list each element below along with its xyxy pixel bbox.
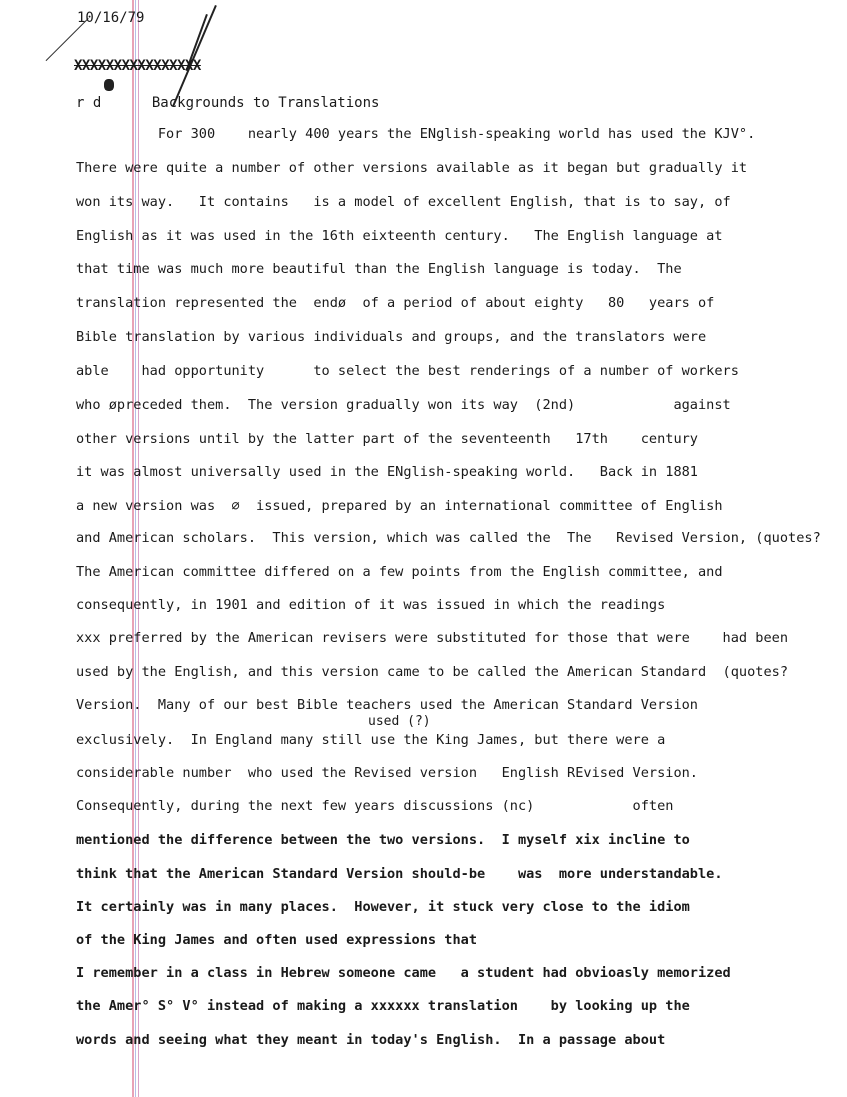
document-date: 10/16/79 (77, 10, 145, 26)
text-line-6: translation represented the endø of a period of about eighty 80 years of (76, 295, 715, 311)
text-line-9: who øpreceded them. The version gradually won its way (2nd) against (76, 397, 731, 413)
text-line-12: a new version was ∅ issued, prepared by an international committee of English (76, 498, 723, 514)
text-line-20: considerable number who used the Revised version English REvised Version. (76, 765, 698, 781)
text-line-13: and American scholars. This version, which was called the The Revised Version, (quotes? (76, 530, 821, 546)
text-line-19: exclusively. In England many still use the King James, but there were a (76, 732, 666, 748)
text-line-17: used by the English, and this version came to be called the American Standard (quotes? (76, 664, 789, 680)
ink-blot (104, 79, 114, 91)
text-line-16: xxx preferred by the American revisers were substituted for those that were had been (76, 630, 789, 646)
text-line-2: There were quite a number of other versions available as it began but gradually it (76, 160, 748, 176)
text-line-14: The American committee differed on a few points from the English committee, and (76, 564, 723, 580)
text-line-8: able had opportunity to select the best renderings of a number of workers (76, 363, 739, 379)
pen-mark-slash (172, 5, 217, 107)
text-line-15: consequently, in 1901 and edition of it was issued in which the readings (76, 597, 666, 613)
text-line-18: Version. Many of our best Bible teachers used the American Standard Version (76, 697, 698, 713)
text-line-10: other versions until by the latter part of the seventeenth 17th century (76, 431, 698, 447)
text-line-5: that time was much more beautiful than the English language is today. The (76, 261, 682, 277)
interlinear-note: used (?) (368, 714, 431, 729)
text-line-23: think that the American Standard Version should-be was more understandable. (76, 866, 723, 882)
text-line-26: I remember in a class in Hebrew someone came a student had obvioasly memorized (76, 965, 731, 981)
struck-out-header: XXXXXXXXXXXXXXXX (74, 58, 201, 74)
document-heading: r d Backgrounds to Translations (76, 95, 380, 111)
text-line-3: won its way. It contains is a model of excellent English, that is to say, of (76, 194, 731, 210)
text-line-22: mentioned the difference between the two versions. I myself xix incline to (76, 832, 690, 848)
text-line-25: of the King James and often used expressions that (76, 932, 478, 948)
text-line-1: For 300 nearly 400 years the ENglish-speaking world has used the KJV°. (76, 126, 756, 142)
text-line-28: words and seeing what they meant in today's English. In a passage about (76, 1032, 666, 1048)
text-line-27: the Amer° S° V° instead of making a xxxxxx translation by looking up the (76, 998, 690, 1014)
text-line-11: it was almost universally used in the ENglish-speaking world. Back in 1881 (76, 464, 698, 480)
text-line-24: It certainly was in many places. However, it stuck very close to the idiom (76, 899, 690, 915)
text-line-21: Consequently, during the next few years discussions (nc) often (76, 798, 674, 814)
text-line-4: English as it was used in the 16th eixteenth century. The English language at (76, 228, 723, 244)
text-line-7: Bible translation by various individuals and groups, and the translators were (76, 329, 707, 345)
